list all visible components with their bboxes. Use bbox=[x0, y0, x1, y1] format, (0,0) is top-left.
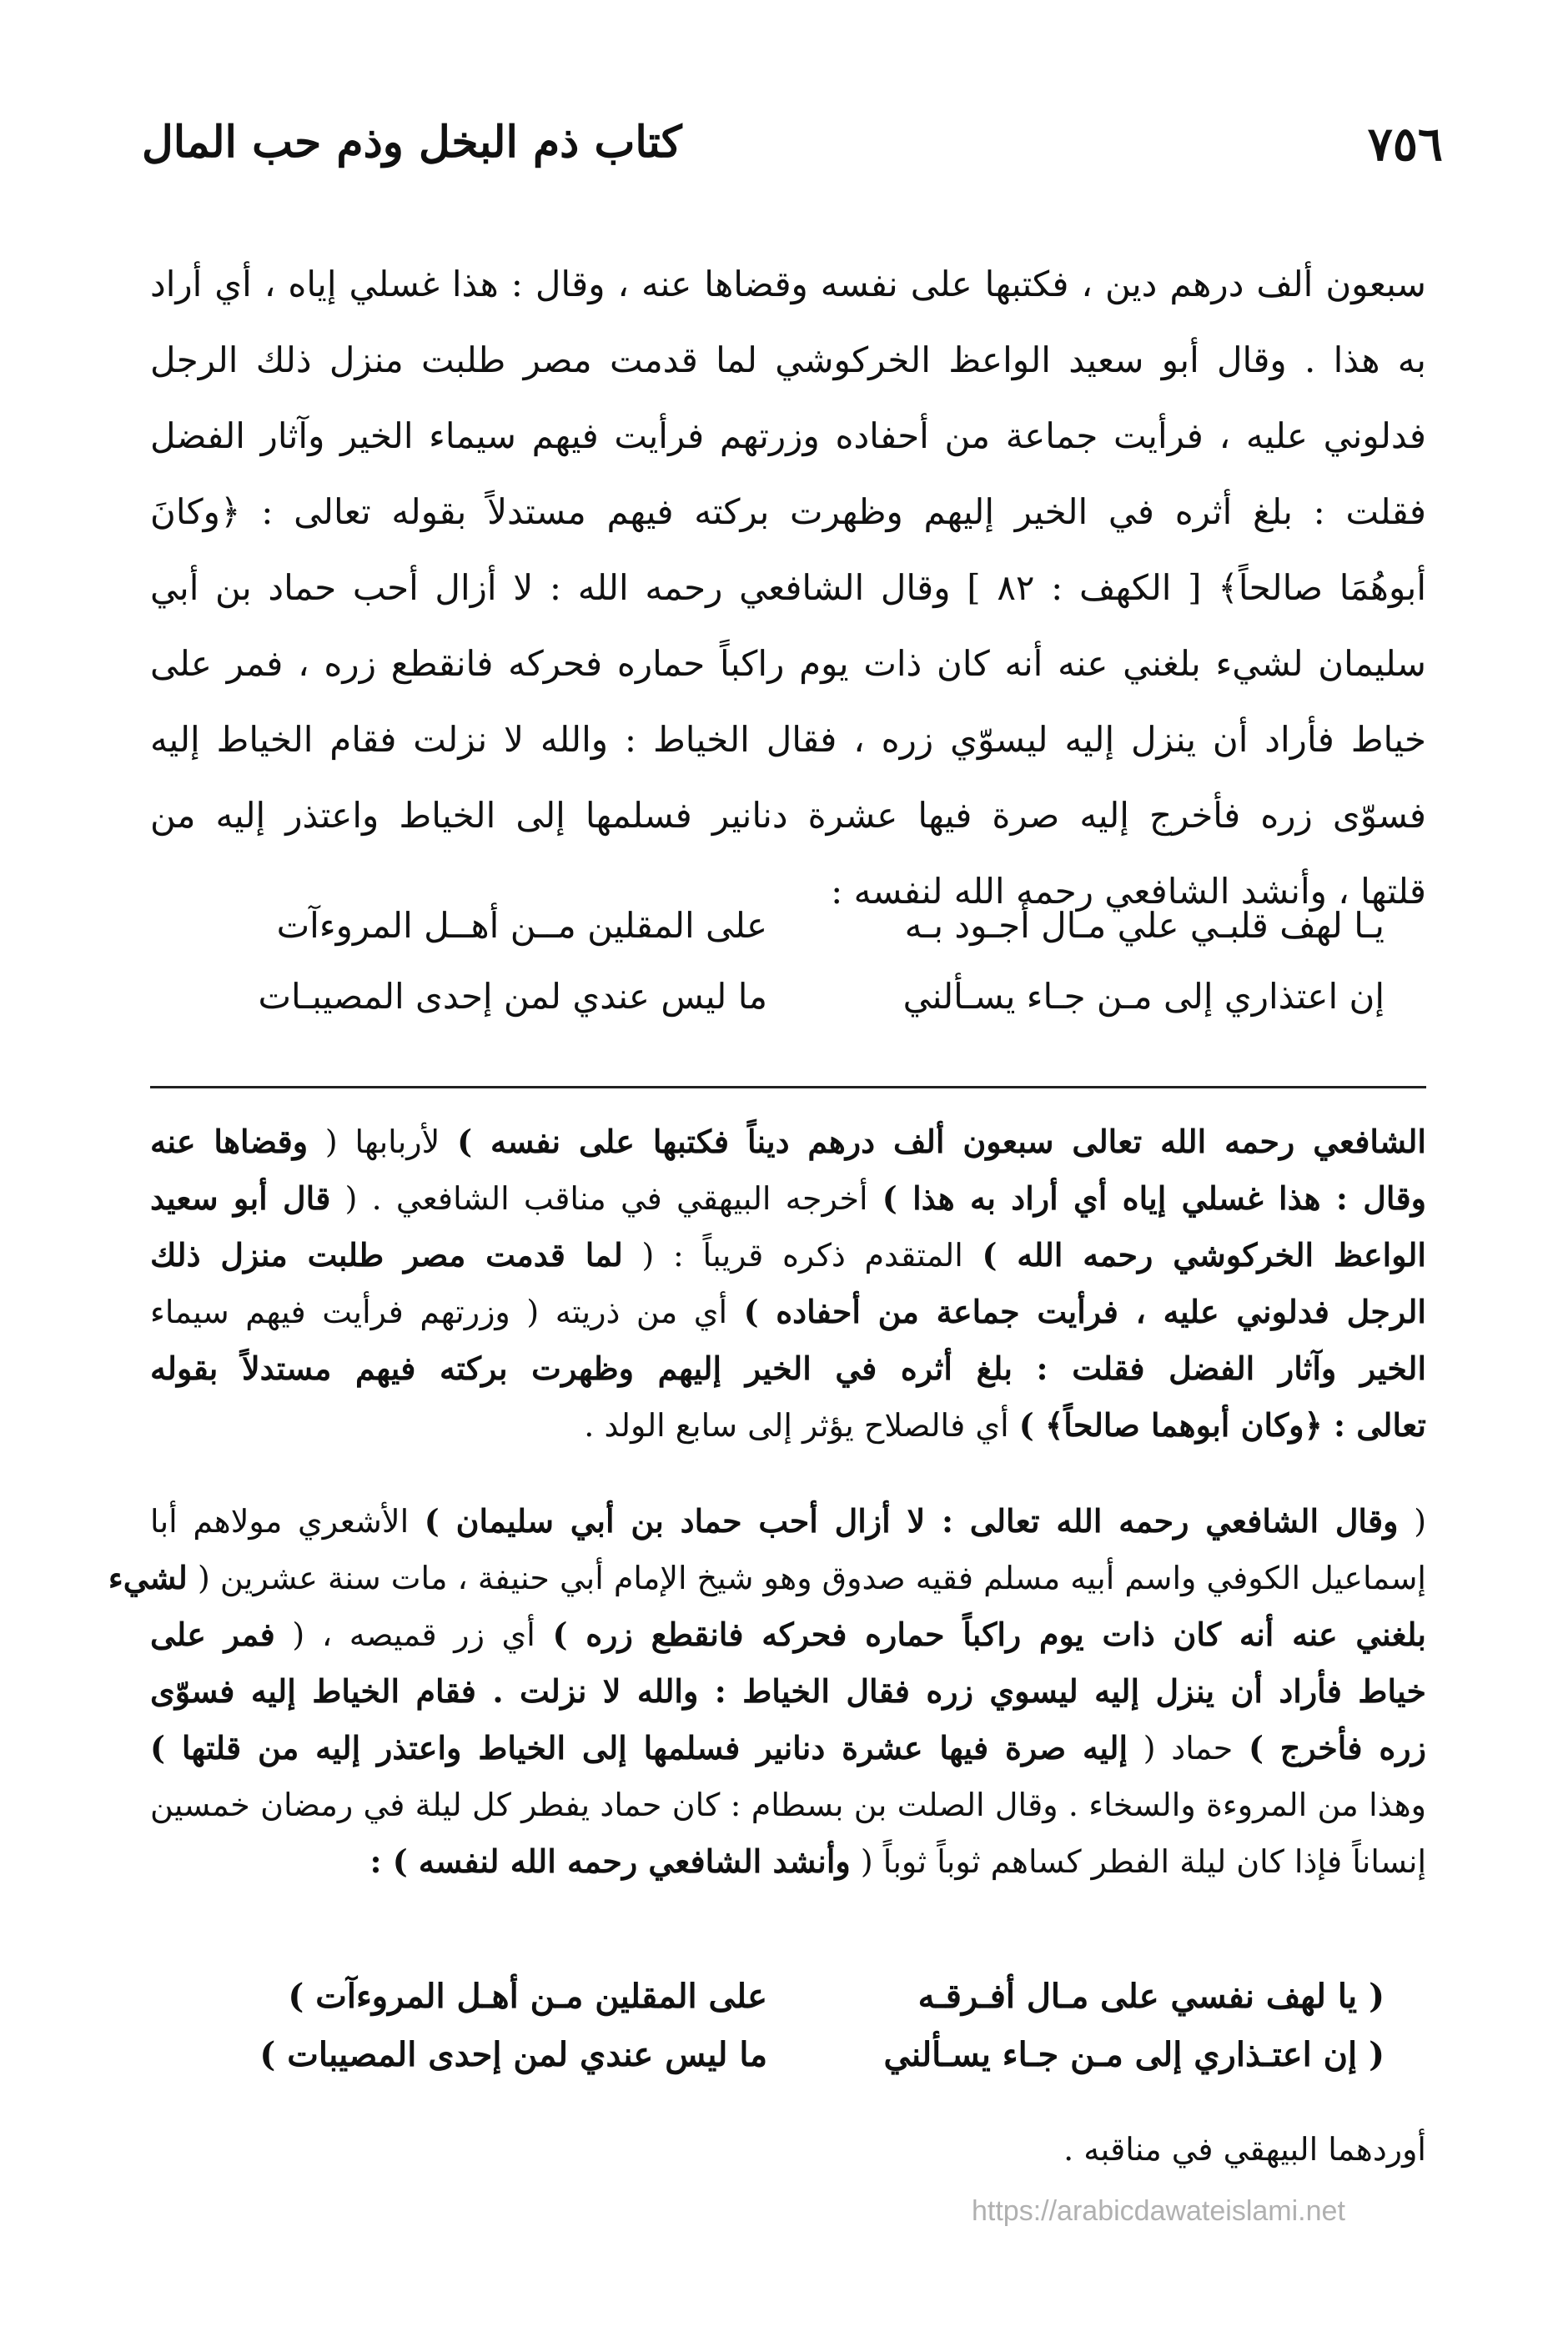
poem-verse bbox=[200, 976, 1385, 1047]
explanation-segment: ( bbox=[1398, 1503, 1427, 1540]
quoted-text-segment: الشافعي رحمه الله تعالى سبعون ألف درهم ديناً فكتبها على نفسه ) bbox=[457, 1123, 1426, 1160]
book-title: كتاب ذم البخل وذم حب المال bbox=[142, 117, 682, 168]
explanation-segment: أخرجه البيهقي في مناقب الشافعي . ( bbox=[330, 1180, 882, 1217]
main-text-line: خياط فأراد أن ينزل إليه ليسوّي زره ، فقال الخياط : والله لا نزلت فقام الخياط إليه bbox=[150, 719, 1426, 760]
verse-first-hemistich: ( يا لهف نفسي على مـال أفـرقـه bbox=[917, 1977, 1385, 2016]
quoted-text-segment: لما قدمت مصر طلبت منزل ذلك bbox=[150, 1236, 623, 1274]
commentary-paragraph-2 bbox=[108, 1493, 1427, 1890]
quoted-text-segment: خياط فأراد أن ينزل إليه ليسوي زره فقال الخياط : والله لا نزلت . فقام الخياط إليه فسوّى bbox=[150, 1672, 1426, 1710]
commentary-verse bbox=[200, 1977, 1385, 2035]
quoted-text-segment: الرجل فدلوني عليه ، فرأيت جماعة من أحفاده ) bbox=[743, 1293, 1426, 1330]
quoted-text-segment: تعالى : ﴿وكان أبوهما صالحاً﴾ ) bbox=[1018, 1406, 1426, 1444]
main-text bbox=[150, 246, 1426, 929]
page-number: ٧٥٦ bbox=[1367, 117, 1443, 172]
verse-second-hemistich: على المقلين مـن أهـل المروءآت ) bbox=[288, 1977, 767, 2016]
explanation-segment: المتقدم ذكره قريباً : ( bbox=[622, 1237, 983, 1274]
source-note: أوردهما البيهقي في مناقبه . bbox=[1063, 2131, 1426, 2168]
page-header bbox=[142, 117, 1443, 192]
main-text-line: قلتها ، وأنشد الشافعي رحمه الله لنفسه : bbox=[831, 871, 1426, 912]
commentary-line bbox=[150, 1227, 1426, 1284]
explanation-segment: أي زر قميصه ، ( bbox=[274, 1616, 553, 1653]
main-text-line: فدلوني عليه ، فرأيت جماعة من أحفاده وزرتهم فرأيت فيهم سيماء الخير وآثار الفضل bbox=[150, 415, 1426, 456]
commentary-line bbox=[108, 1550, 1426, 1606]
explanation-segment: لأربابها ( bbox=[308, 1123, 458, 1160]
explanation-segment: وهذا من المروءة والسخاء . وقال الصلت بن بسطام : كان حماد يفطر كل ليلة في رمضان خمسين bbox=[150, 1787, 1426, 1823]
main-text-line: فسوّى زره فأخرج إليه صرة فيها عشرة دنانير فسلمها إلى الخياط واعتذر إليه من bbox=[150, 795, 1426, 836]
commentary-line bbox=[150, 1170, 1426, 1227]
commentary-line bbox=[150, 1606, 1426, 1663]
quoted-text-segment: لشيء bbox=[108, 1559, 188, 1596]
quoted-text-segment: قال أبو سعيد bbox=[150, 1179, 331, 1217]
main-text-line: فقلت : بلغ أثره في الخير إليهم وظهرت بركته فيهم مستدلاً بقوله تعالى : ﴿وكانَ bbox=[150, 491, 1426, 532]
main-text-line: سليمان لشيء بلغني عنه أنه كان ذات يوم راكباً حماره فحركه فانقطع زره ، فمر على bbox=[150, 643, 1426, 684]
verse-first-hemistich: يـا لهف قلبـي علي مـال أجـود بـه bbox=[904, 905, 1385, 946]
quoted-text-segment: وقال : هذا غسلي إياه أي أراد به هذا ) bbox=[882, 1179, 1426, 1217]
verse-first-hemistich: ( إن اعتـذاري إلى مـن جـاء يسـألني bbox=[883, 2035, 1385, 2074]
watermark-url: https://arabicdawateislami.net bbox=[972, 2195, 1345, 2227]
commentary-line bbox=[150, 1663, 1426, 1720]
main-text-line: أبوهُمَا صالحاً﴾ [ الكهف : ٨٢ ] وقال الشافعي رحمه الله : لا أزال أحب حماد بن أبي bbox=[150, 567, 1427, 608]
commentary-line bbox=[150, 1340, 1426, 1397]
main-text-line: سبعون ألف درهم دين ، فكتبها على نفسه وقضاها عنه ، وقال : هذا غسلي إياه ، أي أراد bbox=[150, 264, 1426, 304]
commentary-line bbox=[150, 1397, 1426, 1454]
verse-first-hemistich: إن اعتذاري إلى مـن جـاء يسـألني bbox=[902, 976, 1385, 1017]
explanation-segment: الأشعري مولاهم أبا bbox=[150, 1503, 425, 1540]
commentary-line bbox=[150, 1720, 1426, 1777]
quoted-text-segment: فمر على bbox=[150, 1616, 275, 1653]
explanation-segment: حماد ( bbox=[1128, 1730, 1249, 1767]
explanation-segment: إسماعيل الكوفي واسم أبيه مسلم فقيه صدوق وهو شيخ الإمام أبي حنيفة ، مات سنة عشرين ( bbox=[187, 1560, 1426, 1596]
commentary-line bbox=[150, 1284, 1426, 1340]
main-text-line: به هذا . وقال أبو سعيد الواعظ الخركوشي لما قدمت مصر طلبت منزل ذلك الرجل bbox=[150, 339, 1426, 380]
explanation-segment: إنساناً فإذا كان ليلة الفطر كساهم ثوباً ثوباً ( bbox=[850, 1843, 1426, 1880]
quoted-text-segment: الواعظ الخركوشي رحمه الله ) bbox=[982, 1236, 1426, 1274]
quoted-text-segment: وقضاها عنه bbox=[150, 1123, 309, 1160]
commentary-line bbox=[150, 1113, 1426, 1170]
verse-second-hemistich: ما ليس عندي لمن إحدى المصيبـات bbox=[258, 976, 767, 1017]
explanation-segment: أي من ذريته ( وزرتهم فرأيت فيهم سيماء bbox=[150, 1294, 744, 1330]
commentary-line bbox=[150, 1833, 1426, 1890]
commentary-paragraph-1 bbox=[150, 1113, 1426, 1454]
quoted-text-segment: وأنشد الشافعي رحمه الله لنفسه ) : bbox=[369, 1842, 851, 1880]
quoted-text-segment: الخير وآثار الفضل فقلت : بلغ أثره في الخير إليهم وظهرت بركته فيهم مستدلاً بقوله bbox=[150, 1349, 1426, 1387]
verse-second-hemistich: ما ليس عندي لمن إحدى المصيبات ) bbox=[259, 2035, 767, 2074]
verse-second-hemistich: على المقلين مــن أهــل المروءآت bbox=[276, 905, 767, 946]
quoted-text-segment: وقال الشافعي رحمه الله تعالى : لا أزال أحب حماد بن أبي سليمان ) bbox=[424, 1502, 1399, 1540]
explanation-segment: أي فالصلاح يؤثر إلى سابع الولد . bbox=[584, 1407, 1019, 1444]
quoted-text-segment: بلغني عنه أنه كان ذات يوم راكباً حماره فحركه فانقطع زره ) bbox=[552, 1616, 1427, 1653]
poem-verse bbox=[200, 905, 1385, 976]
quoted-text-segment: زره فأخرج ) bbox=[1248, 1729, 1427, 1767]
footnote-divider bbox=[150, 1086, 1426, 1088]
commentary-line bbox=[150, 1493, 1426, 1550]
commentary-verse bbox=[200, 2035, 1385, 2093]
quoted-text-segment: إليه صرة فيها عشرة دنانير فسلمها إلى الخياط واعتذر إليه من قلتها ) bbox=[150, 1729, 1128, 1767]
commentary-line bbox=[150, 1777, 1426, 1833]
